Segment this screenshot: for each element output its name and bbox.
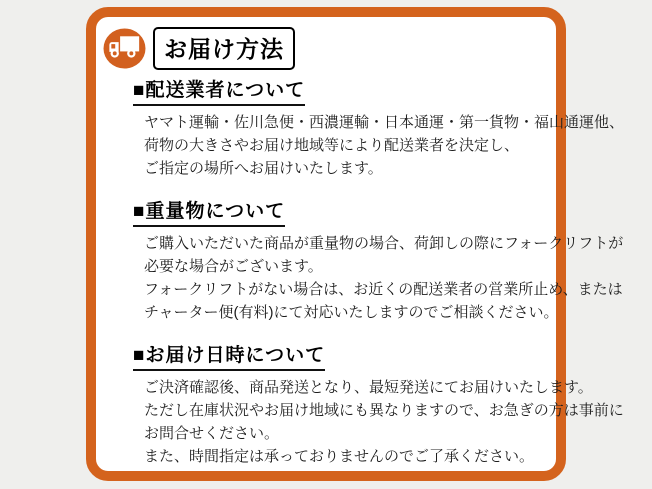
text-line: ただし在庫状況やお届け地域にも異なりますので、お急ぎの方は事前に — [144, 402, 624, 419]
delivery-info-panel — [86, 7, 625, 481]
text-line: 荷物の大きさやお届け地域等により配送業者を決定し、 — [144, 137, 520, 154]
text-line: ご指定の場所へお届けいたします。 — [144, 160, 383, 177]
section-delivery-datetime-heading: ■お届け日時について — [133, 340, 325, 371]
text-line: ご決済確認後、商品発送となり、最短発送にてお届けいたします。 — [144, 379, 593, 396]
text-line: ヤマト運輸・佐川急便・西濃運輸・日本通運・第一貨物・福山通運他、 — [144, 114, 625, 131]
section-heavy-items-body — [144, 232, 624, 324]
text-line: 必要な場合がございます。 — [144, 258, 323, 275]
text-line: また、時間指定は承っておりませんのでご了承ください。 — [144, 448, 535, 465]
section-heavy-items-heading: ■重量物について — [133, 196, 285, 227]
text-line: お問合せください。 — [144, 425, 280, 442]
sections-container — [96, 75, 625, 468]
text-line: フォークリフトがない場合は、お近くの配送業者の営業所止め、または — [144, 281, 623, 298]
section-delivery-datetime-body — [144, 376, 624, 468]
section-carriers — [133, 75, 625, 180]
section-delivery-datetime — [133, 340, 624, 468]
section-heavy-items — [133, 196, 624, 324]
text-line: ご購入いただいた商品が重量物の場合、荷卸しの際にフォークリフトが — [144, 235, 624, 252]
section-carriers-body — [144, 111, 625, 180]
panel-header — [103, 27, 556, 70]
text-line: チャーター便(有料)にて対応いたしますのでご相談ください。 — [144, 304, 559, 321]
section-carriers-heading: ■配送業者について — [133, 75, 305, 106]
truck-icon — [103, 28, 146, 69]
page-title: お届け方法 — [153, 27, 295, 70]
